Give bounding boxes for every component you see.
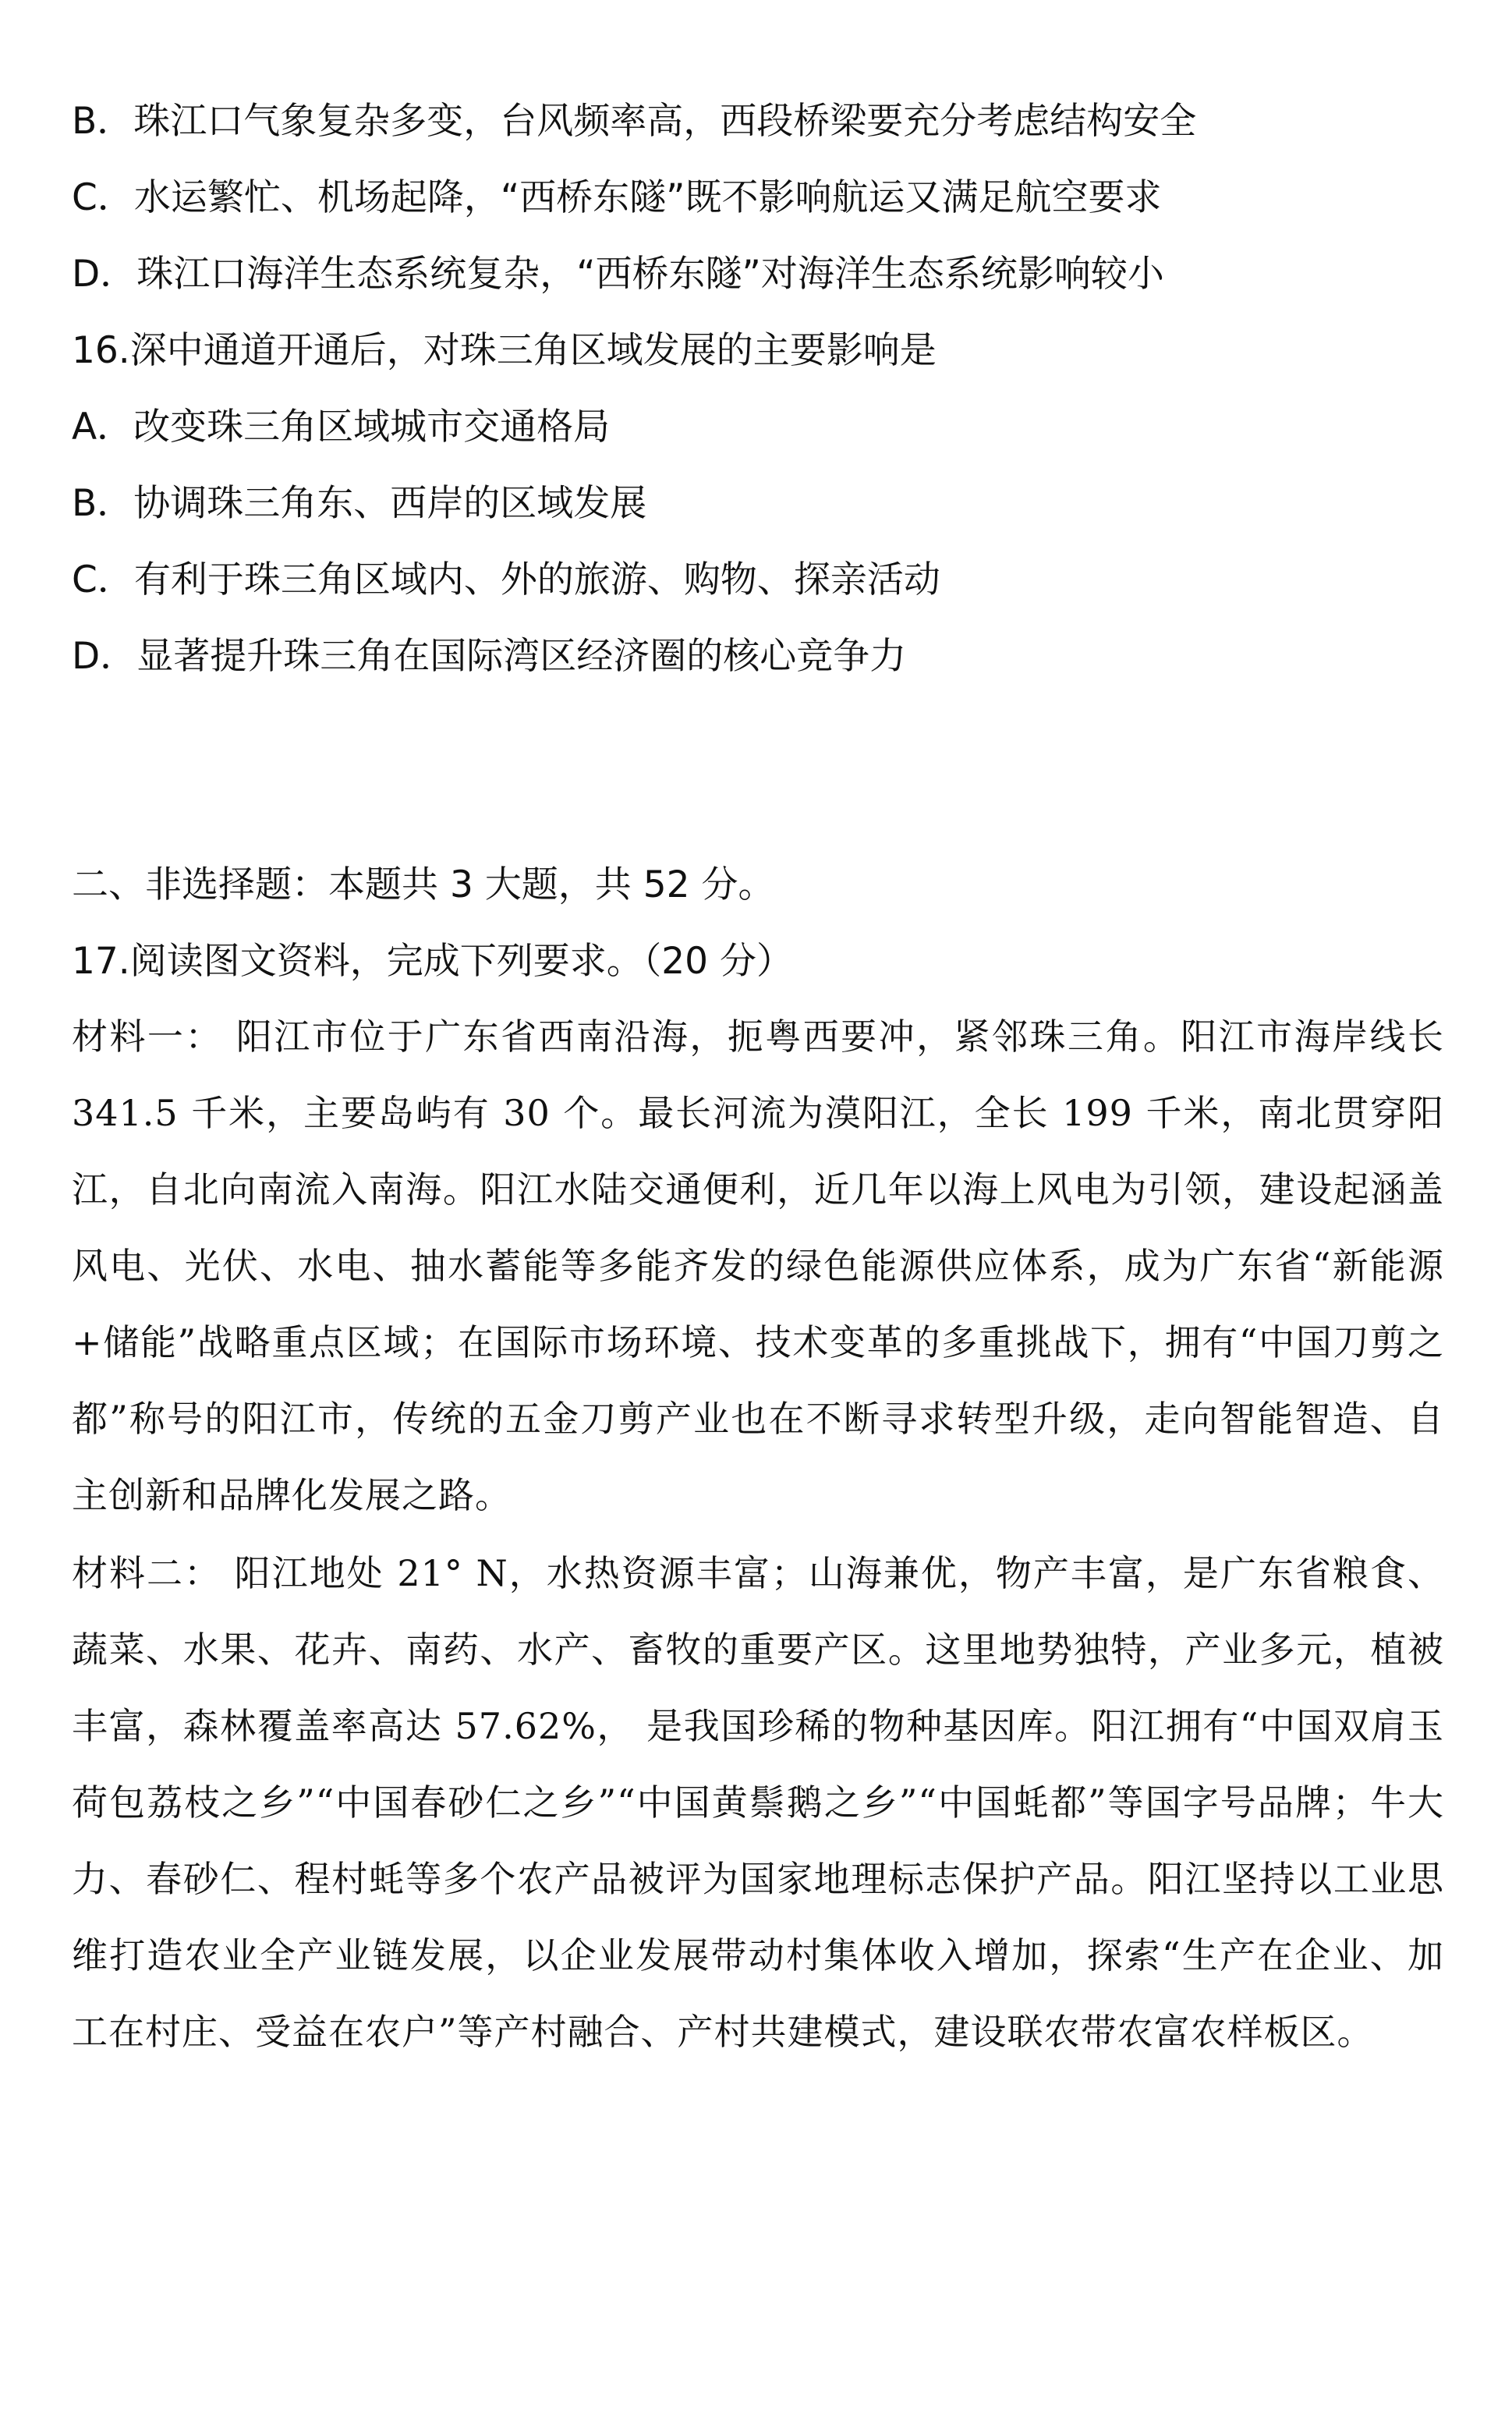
- q16-option-b: B．协调珠三角东、西岸的区域发展: [72, 482, 647, 525]
- q16-option-a: A．改变珠三角区域城市交通格局: [72, 406, 611, 448]
- q17-material-1: 材料一： 阳江市位于广东省西南沿海，扼粤西要冲，紧邻珠三角。阳江市海岸线长 341.5 千米，主要岛屿有 30 个。最长河流为漠阳江，全长 199 千米，南北贯穿阳江，自北向南流入南海。阳江水陆交通便利，近几年以海上风电为引领，建设起涵盖风电、光伏、水电、抽水蓄能等多能齐发的绿色能源供应体系，成为广东省“新能源+储能”战略重点区域；在国际市场环境、技术变革的多重挑战下，拥有“中国刀剪之都”称号的阳江市，传统的五金刀剪产业也在不断寻求转型升级，走向智能智造、自主创新和品牌化发展之路。: [72, 1016, 1444, 1516]
- q16-option-d: D．显著提升珠三角在国际湾区经济圈的核心竞争力: [72, 635, 907, 678]
- q16-option-c: C．有利于珠三角区域内、外的旅游、购物、探亲活动: [72, 558, 940, 601]
- q15-option-c: C．水运繁忙、机场起降，“西桥东隧”既不影响航运又满足航空要求: [72, 176, 1162, 219]
- section2-header: 二、非选择题：本题共 3 大题，共 52 分。: [72, 863, 775, 906]
- q17-stem: 17.阅读图文资料，完成下列要求。（20 分）: [72, 940, 793, 983]
- q15-option-b: B．珠江口气象复杂多变，台风频率高，西段桥梁要充分考虑结构安全: [72, 100, 1197, 143]
- q16-stem: 16.深中通道开通后，对珠三角区域发展的主要影响是: [72, 329, 937, 372]
- q15-option-d: D．珠江口海洋生态系统复杂，“西桥东隧”对海洋生态系统影响较小: [72, 253, 1164, 296]
- q17-material-2: 材料二： 阳江地处 21° N，水热资源丰富；山海兼优，物产丰富，是广东省粮食、蔬菜、水果、花卉、南药、水产、畜牧的重要产区。这里地势独特，产业多元，植被丰富，森林覆盖率高达 57.62%， 是我国珍稀的物种基因库。阳江拥有“中国双肩玉荷包荔枝之乡”“中国春砂仁之乡”“中国黄鬃鹅之乡”“中国蚝都”等国字号品牌；牛大力、春砂仁、程村蚝等多个农产品被评为国家地理标志保护产品。阳江坚持以工业思维打造农业全产业链发展，以企业发展带动村集体收入增加，探索“生产在企业、加工在村庄、受益在农户”等产村融合、产村共建模式，建设联农带农富农样板区。: [72, 1552, 1444, 2053]
